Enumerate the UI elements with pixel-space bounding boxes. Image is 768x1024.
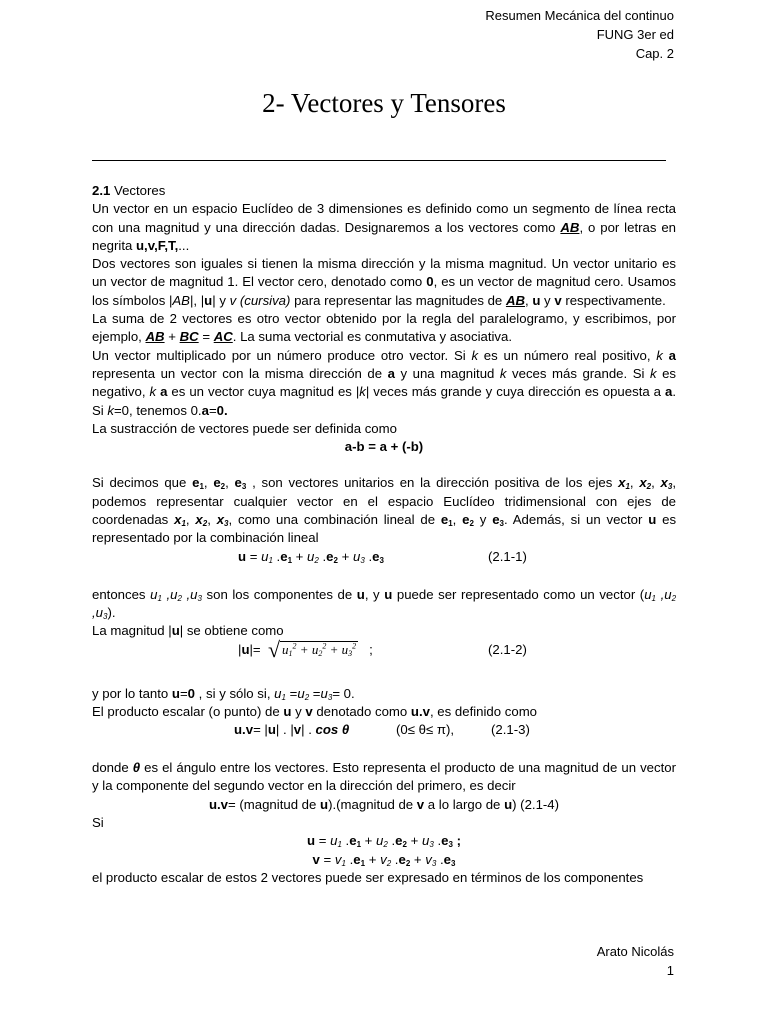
text: Si decimos que xyxy=(92,475,193,491)
text: y una magnitud xyxy=(394,365,500,381)
vector-ab: AB xyxy=(145,329,165,345)
x: x xyxy=(174,512,182,528)
text: =0, tenemos 0. xyxy=(113,402,202,418)
v-bold: v xyxy=(554,292,562,308)
spacer xyxy=(92,456,676,474)
text: , si y sólo si, xyxy=(195,685,275,701)
e: e xyxy=(234,475,242,491)
section-number: 2.1 xyxy=(92,183,111,198)
page-header xyxy=(485,6,674,63)
ab-italic: AB xyxy=(172,292,190,308)
text: | se obtiene como xyxy=(179,623,284,639)
text: para representar las magnitudes de xyxy=(290,292,506,308)
text: entonces xyxy=(92,586,151,602)
vector-bc: BC xyxy=(179,329,199,345)
k: k xyxy=(649,365,657,381)
bold-vectors: u,v,F,T, xyxy=(136,237,179,253)
text: | . | xyxy=(275,722,294,738)
text: a lo largo de xyxy=(424,796,505,812)
section-name: Vectores xyxy=(110,183,166,198)
x: x xyxy=(195,512,203,528)
text: . Además, si un vector xyxy=(504,512,649,528)
text: = | xyxy=(253,722,268,738)
text: es negativo, xyxy=(92,365,676,400)
text: | veces más grande y cuya dirección es opuesta a xyxy=(365,384,665,400)
text: ; xyxy=(452,833,461,849)
uv-bold: u.v xyxy=(208,796,229,812)
document-body xyxy=(92,182,676,887)
zero-vector: 0 xyxy=(187,685,196,701)
text: |= xyxy=(249,641,261,657)
text: y xyxy=(473,512,493,528)
lhs: $u = u_1$ $.e_1 + u_2$ $.e_2 + u_3$ $.e_3$ xyxy=(238,548,384,565)
u-bold: u xyxy=(204,292,213,308)
text: respectivamente. xyxy=(561,292,666,308)
u-bold: u xyxy=(171,623,180,639)
uv-bold: u.v xyxy=(234,722,254,738)
radicand: $u_1^2 + u_2^2 + u_3^2$ xyxy=(282,641,357,658)
footer-author: Arato Nicolás xyxy=(596,944,674,959)
text: es un vector cuya magnitud es | xyxy=(167,384,360,400)
k: k xyxy=(471,347,479,363)
paragraph-basis: Si decimos que $e_1$, $e_2$, $e_3$ , son vectores unitarios en la dirección positiva de los ejes $x_1$, $x_2$, $x_3$, podemos representar cualquier vector en el espacio Euclídeo tridimensional con ejes de coordenadas $x_1$, $x_2$, $x_3$, como una combinación lineal de $e_1$, $e_2$ y $e_3$. Además, si un vector u es representado por la combinación lineal xyxy=(92,475,677,546)
e: e xyxy=(440,512,449,528)
paragraph-zero: y por lo tanto u=0 , si y sólo si, $u_1 =u_2 =u_3= 0$. xyxy=(92,685,355,702)
equation-number: (2.1-2) xyxy=(488,641,527,657)
text: , es un vector de magnitud cero. Usamos los símbolos | xyxy=(92,274,677,308)
paragraph-angle xyxy=(92,759,676,796)
text: | xyxy=(238,641,242,657)
zero-vector: 0 xyxy=(426,274,434,290)
text: y por lo tanto xyxy=(92,685,172,701)
text: ... xyxy=(178,237,190,253)
paragraph-components: entonces $u_1$ $,u_2$ $,u_3$ son los componentes de u, y u puede ser representado como un vector ($u_1$ $,u_2$ $,u_3$). xyxy=(92,586,677,621)
text: , es definido como xyxy=(429,703,538,719)
u-bold: u xyxy=(532,292,541,308)
paragraph-equality xyxy=(92,255,676,310)
text: Un vector en un espacio Euclídeo de 3 dimensiones es definido como un segmento de línea recta con una magnitud y una dirección dadas. Designaremos a los vectores como xyxy=(92,201,676,235)
text: = xyxy=(198,329,214,345)
text: , podemos representar cualquier vector en el espacio Euclídeo tridimensional con ejes de coordenadas xyxy=(92,475,677,528)
k: k xyxy=(359,384,366,400)
lhs xyxy=(238,636,373,662)
cos-theta: cos θ xyxy=(315,722,350,738)
x: x xyxy=(639,475,647,491)
header-course: Resumen Mecánica del continuo xyxy=(485,8,674,23)
equation-2-1-4 xyxy=(92,796,676,814)
page-number: 1 xyxy=(666,963,674,978)
paragraph-subtraction: La sustracción de vectores puede ser definida como xyxy=(92,420,397,436)
text: . La suma vectorial es conmutativa y asociativa. xyxy=(232,329,513,345)
zero-vector: 0. xyxy=(216,402,228,418)
e: e xyxy=(213,475,221,491)
header-edition: FUNG 3er ed xyxy=(596,27,674,42)
text: puede ser representado como un vector ( xyxy=(392,586,645,602)
k: k xyxy=(149,384,157,400)
text: . Si xyxy=(92,384,677,418)
u-bold: u xyxy=(320,796,329,812)
vector-ac: AC xyxy=(213,329,233,345)
equation-subtraction: a-b = a + (-b) xyxy=(344,439,424,455)
x: x xyxy=(660,475,668,491)
vector-ab: AB xyxy=(560,219,580,235)
text: ).(magnitud de xyxy=(328,796,417,812)
paragraph-closing: el producto escalar de estos 2 vectores puede ser expresado en términos de los componentes xyxy=(92,869,644,885)
equation-2-1-3 xyxy=(92,721,676,741)
paragraph-dot-product xyxy=(92,703,676,721)
v-italic: v (cursiva) xyxy=(229,292,291,308)
text: es un número real positivo, xyxy=(478,347,657,363)
equation-u-components: $u = u_1$ $.e_1 + u_2$ $.e_2 + u_3$ $.e_3$ ; xyxy=(307,833,461,850)
spacer xyxy=(92,667,676,685)
paragraph-sum xyxy=(92,310,676,347)
text: El producto escalar (o punto) de xyxy=(92,703,284,719)
paragraph-definition xyxy=(92,200,676,255)
text: La suma de 2 vectores es otro vector obtenido por la regla del paralelogramo, y escribimos, por ejemplo, xyxy=(92,311,676,345)
k: k xyxy=(656,347,663,363)
text: ; xyxy=(369,641,373,657)
v-bold: v xyxy=(416,796,425,812)
text: denotado como xyxy=(312,703,411,719)
lhs: u.v= |u| . |v| . cos θ xyxy=(234,722,350,738)
u-bold: u xyxy=(384,586,393,602)
title-rule xyxy=(92,160,666,161)
u-bold: u xyxy=(241,641,250,657)
u-bold: u xyxy=(283,703,292,719)
text: son los componentes de xyxy=(201,586,357,602)
text: , como una combinación lineal de xyxy=(228,512,441,528)
a-bold: a xyxy=(156,384,168,400)
text: , y xyxy=(364,586,385,602)
text: veces más grande. Si xyxy=(506,365,650,381)
text: = (magnitud de xyxy=(228,796,321,812)
section-heading xyxy=(92,182,676,200)
u-bold: u xyxy=(171,685,180,701)
equation-2-1-1 xyxy=(92,548,676,568)
text: = xyxy=(179,685,188,701)
page-footer xyxy=(597,942,674,980)
text: , son vectores unitarios en la dirección positiva de los ejes xyxy=(246,475,619,491)
paragraph-scalar-multiple xyxy=(92,347,676,420)
equation-2-1-2 xyxy=(92,636,676,667)
e: e xyxy=(462,512,470,528)
text: | y xyxy=(212,292,230,308)
text: representa un vector con la misma dirección de xyxy=(92,365,388,381)
a-bold: a xyxy=(387,365,395,381)
text: Dos vectores son iguales si tienen la misma dirección y la misma magnitud. Un vector unitario es un vector de magnitud 1. El vector cero, denotado como xyxy=(92,256,676,290)
text: y xyxy=(540,292,555,308)
spacer xyxy=(92,741,676,759)
equation-number: (2.1-3) xyxy=(491,722,530,738)
text: , xyxy=(525,292,533,308)
angle-condition: (0≤ θ≤ π), xyxy=(396,722,455,738)
chapter-title: 2- Vectores y Tensores xyxy=(262,88,506,118)
text: = xyxy=(246,548,262,564)
v-bold: v xyxy=(312,851,320,867)
u-bold: u xyxy=(238,548,247,564)
text: Un vector multiplicado por un número produce otro vector. Si xyxy=(92,347,472,363)
text: La magnitud | xyxy=(92,623,172,639)
x: x xyxy=(216,512,225,528)
a-bold: a xyxy=(665,384,673,400)
equation-v-components: $v = v_1$ $.e_1 + v_2$ $.e_2 + v_3$ $.e_3$ xyxy=(312,851,456,868)
theta: θ xyxy=(132,760,141,776)
u-bold: u xyxy=(356,586,365,602)
u-bold: u xyxy=(504,796,513,812)
x: x xyxy=(618,475,626,491)
text: = xyxy=(208,402,217,418)
text: + xyxy=(164,329,180,345)
k: k xyxy=(499,365,507,381)
spacer xyxy=(92,568,676,586)
text: | . xyxy=(301,722,316,738)
equation-number: (2.1-1) xyxy=(488,548,527,564)
text: = 0. xyxy=(332,685,355,701)
k: k xyxy=(107,402,114,418)
e: e xyxy=(492,512,500,528)
text: es representado por la combinación lineal xyxy=(92,512,677,546)
text: |, | xyxy=(189,292,205,308)
text: ) (2.1-4) xyxy=(512,796,560,812)
uv-bold: u.v xyxy=(410,703,430,719)
paragraph-magnitude xyxy=(92,622,676,640)
a-bold: a xyxy=(201,402,209,418)
header-chapter: Cap. 2 xyxy=(635,46,674,61)
word-si: Si xyxy=(92,815,104,831)
v-bold: v xyxy=(305,703,313,719)
a-bold: a xyxy=(662,347,676,363)
u-bold: u xyxy=(307,833,316,849)
text: y xyxy=(291,703,306,719)
e: e xyxy=(192,475,200,491)
text: es el ángulo entre los vectores. Esto representa el producto de una magnitud de un vector y la componente del segundo vector en la dirección del primero, es decir xyxy=(92,760,676,794)
text: , o por letras en negrita xyxy=(92,219,676,253)
u-bold: u xyxy=(648,512,657,528)
vector-ab: AB xyxy=(505,292,525,308)
text: donde xyxy=(92,760,133,776)
sqrt-icon: √ xyxy=(267,636,281,662)
